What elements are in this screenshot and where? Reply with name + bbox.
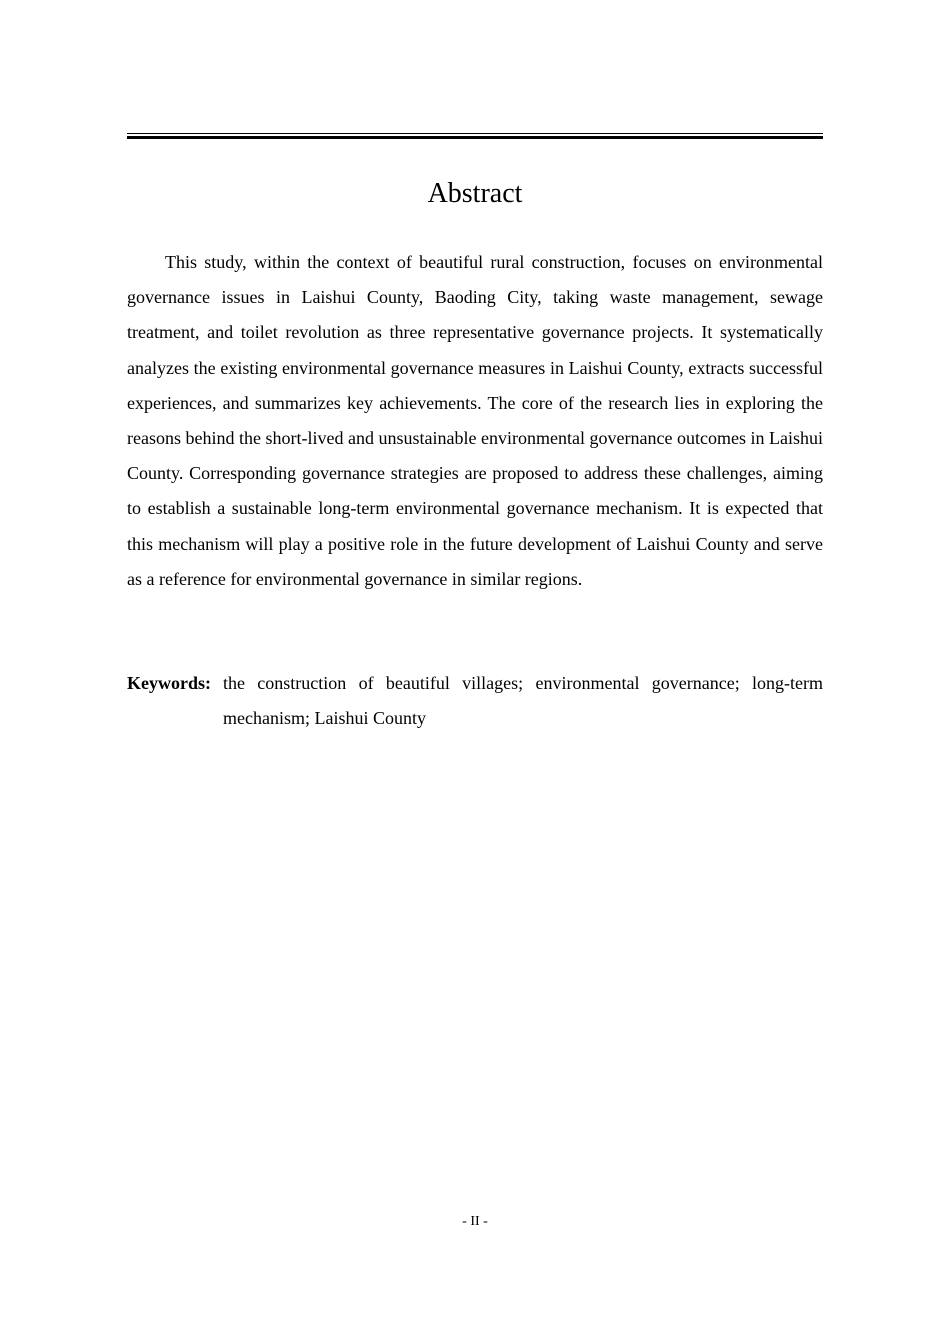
keywords-value: the construction of beautiful villages; environmental governance; long-term mechanism; Laishui County [223,673,823,728]
page-number: - II - [462,1214,488,1229]
header-rule-thick [127,136,823,139]
header-rule-thin [127,133,823,134]
page-title: Abstract [427,178,523,209]
abstract-paragraph: This study, within the context of beautiful rural construction, focuses on environmental governance issues in Laishui County, Baoding City, taking waste management, sewage treatment, and toilet revolution as three representative governance projects. It systematically analyzes the existing environmental governance measures in Laishui County, extracts successful experiences, and summarizes key achievements. The core of the research lies in exploring the reasons behind the short-lived and unsustainable environmental governance outcomes in Laishui County. Corresponding governance strategies are proposed to address these challenges, aiming to establish a sustainable long-term environmental governance mechanism. It is expected that this mechanism will play a positive role in the future development of Laishui County and serve as a reference for environmental governance in similar regions. [127,252,823,589]
keywords-label: Keywords: [127,673,211,693]
keywords-section [127,666,823,736]
